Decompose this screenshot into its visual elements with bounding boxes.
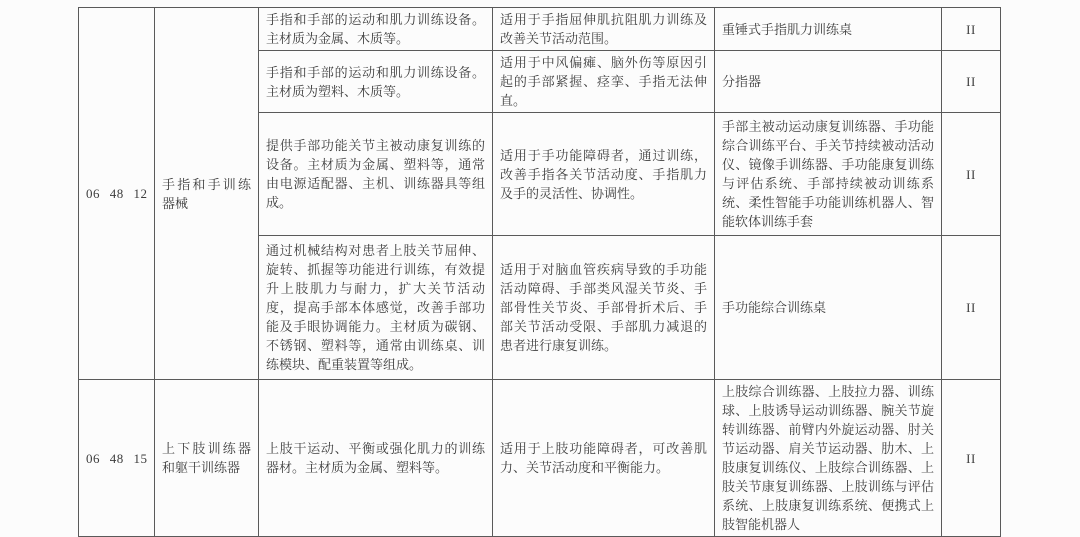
management-class-cell: II: [942, 113, 1001, 236]
management-class-cell: II: [942, 51, 1001, 113]
intended-use-cell: 适用于上肢功能障碍者，可改善肌力、关节活动度和平衡能力。: [493, 380, 715, 537]
intended-use-cell: 适用于手指屈伸肌抗阻肌力训练及改善关节活动范围。: [493, 8, 715, 51]
product-examples-cell: 上肢综合训练器、上肢拉力器、训练球、上肢诱导运动训练器、腕关节旋转训练器、前臂内外旋运动器、肘关节运动器、肩关节运动器、肋木、上肢康复训练仪、上肢综合训练器、上肢关节康复训练器、上肢训练与评估系统、上肢康复训练系统、便携式上肢智能机器人: [715, 380, 942, 537]
description-cell: 手指和手部的运动和肌力训练设备。主材质为塑料、木质等。: [259, 51, 493, 113]
table-row: [79, 380, 1001, 537]
category-name-cell: 上下肢训练器和躯干训练器: [155, 380, 259, 537]
management-class-cell: II: [942, 380, 1001, 537]
product-examples-cell: 手部主被动运动康复训练器、手功能综合训练平台、手关节持续被动活动仪、镜像手训练器、手功能康复训练与评估系统、手部持续被动训练系统、柔性智能手功能训练机器人、智能软体训练手套: [715, 113, 942, 236]
intended-use-cell: 适用于中风偏瘫、脑外伤等原因引起的手部紧握、痉挛、手指无法伸直。: [493, 51, 715, 113]
description-cell: 通过机械结构对患者上肢关节屈伸、旋转、抓握等功能进行训练，有效提升上肢肌力与耐力，扩大关节活动度，提高手部本体感觉，改善手部功能及手眼协调能力。主材质为碳钢、不锈钢、塑料等，通常由训练桌、训练模块、配重装置等组成。: [259, 236, 493, 380]
product-examples-cell: 分指器: [715, 51, 942, 113]
product-examples-cell: 手功能综合训练桌: [715, 236, 942, 380]
description-cell: 提供手部功能关节主被动康复训练的设备。主材质为金属、塑料等，通常由电源适配器、主机、训练器具等组成。: [259, 113, 493, 236]
category-name-cell: 手指和手训练器械: [155, 8, 259, 380]
management-class-cell: II: [942, 8, 1001, 51]
intended-use-cell: 适用于手功能障碍者，通过训练，改善手指各关节活动度、手指肌力及手的灵活性、协调性。: [493, 113, 715, 236]
code-cell: 06 48 15: [79, 380, 155, 537]
classification-table: [78, 7, 1001, 537]
product-examples-cell: 重锤式手指肌力训练桌: [715, 8, 942, 51]
code-cell: 06 48 12: [79, 8, 155, 380]
description-cell: 上肢干运动、平衡或强化肌力的训练器材。主材质为金属、塑料等。: [259, 380, 493, 537]
management-class-cell: II: [942, 236, 1001, 380]
intended-use-cell: 适用于对脑血管疾病导致的手功能活动障碍、手部类风湿关节炎、手部骨性关节炎、手部骨折术后、手部关节活动受限、手部肌力减退的患者进行康复训练。: [493, 236, 715, 380]
table-row: [79, 8, 1001, 51]
description-cell: 手指和手部的运动和肌力训练设备。主材质为金属、木质等。: [259, 8, 493, 51]
